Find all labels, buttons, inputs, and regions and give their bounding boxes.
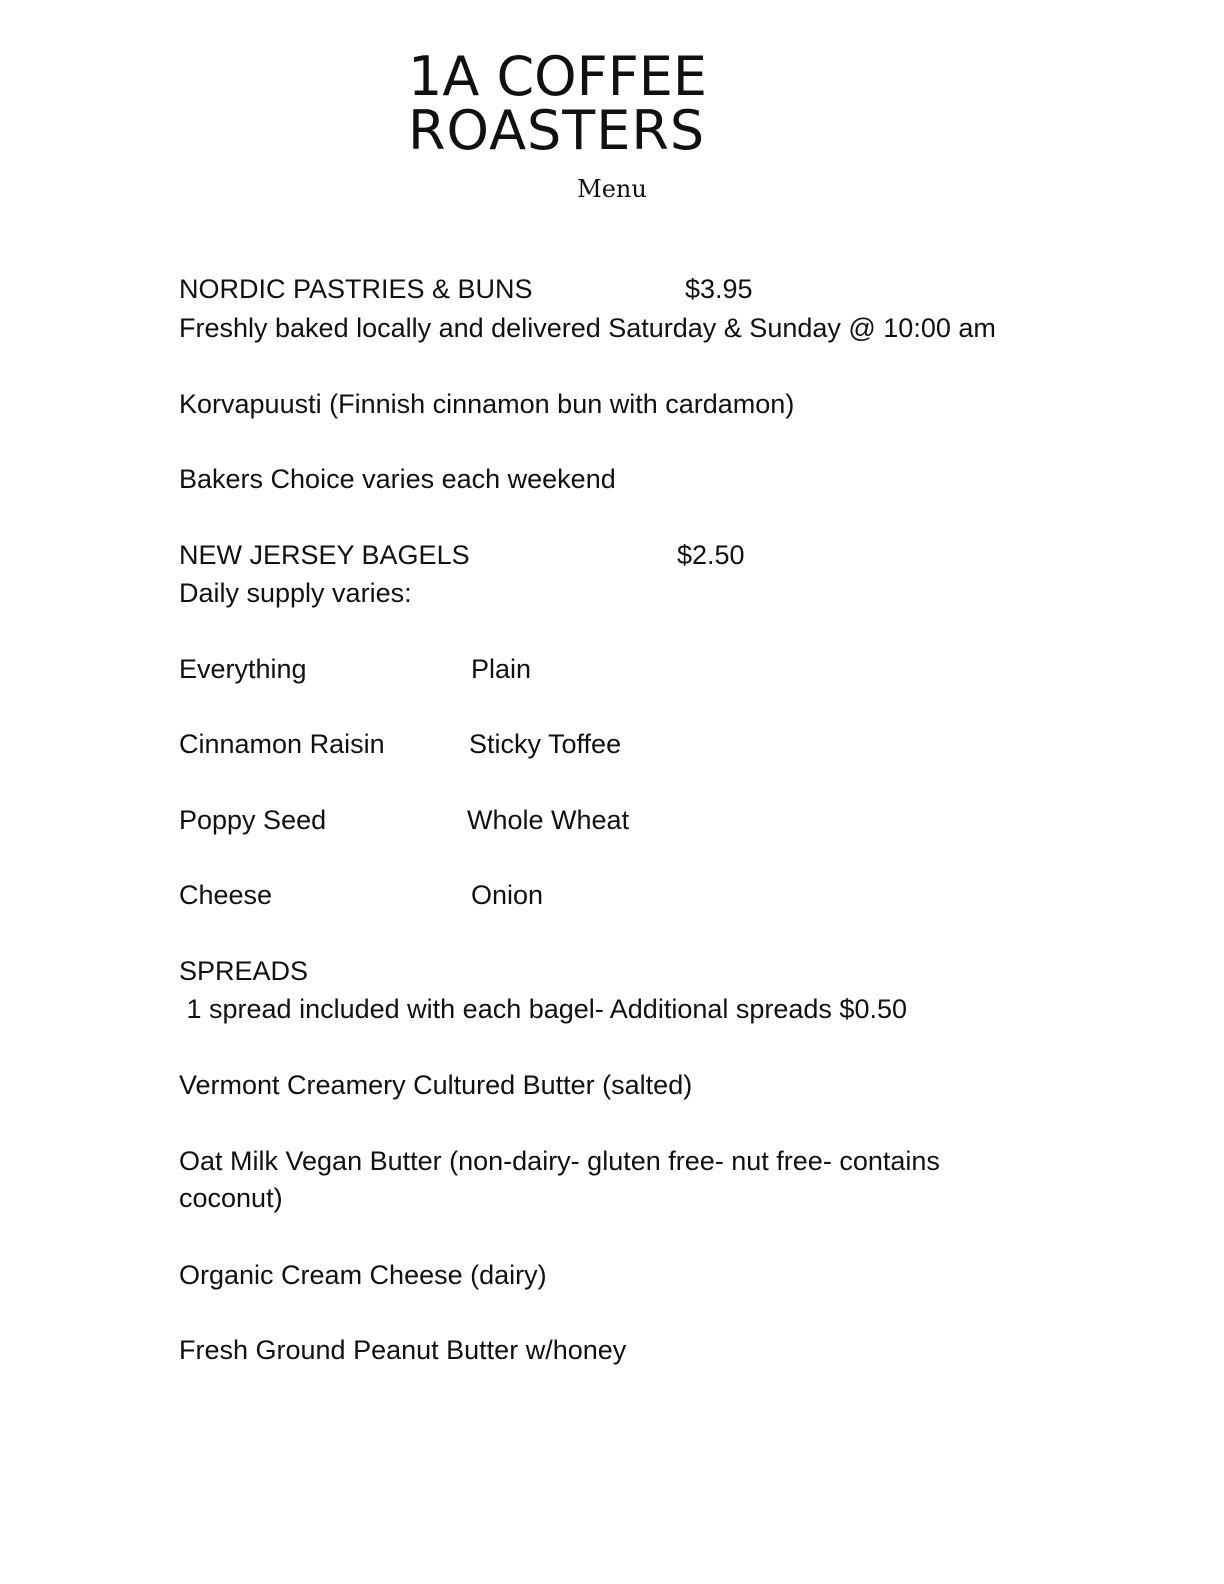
menu-item: Organic Cream Cheese (dairy) [179, 1260, 547, 1290]
bagel-flavor: Cinnamon Raisin [179, 729, 385, 759]
bagel-flavor: Everything [179, 654, 307, 684]
menu-item: Vermont Creamery Cultured Butter (salted) [179, 1070, 693, 1100]
menu-item: Korvapuusti (Finnish cinnamon bun with cardamon) [179, 389, 795, 419]
bagel-flavor: Sticky Toffee [469, 729, 622, 759]
menu-item: Bakers Choice varies each weekend [179, 464, 616, 494]
pastries-note: Freshly baked locally and delivered Saturday & Sunday @ 10:00 am [179, 313, 996, 343]
price-pastries: $3.95 [685, 274, 753, 304]
bagel-flavor: Plain [471, 654, 532, 684]
menu-item: Oat Milk Vegan Butter (non-dairy- gluten free- nut free- contains [179, 1146, 940, 1176]
page-title: Menu [577, 175, 647, 203]
price-bagels: $2.50 [677, 540, 745, 570]
section-heading-spreads: SPREADS [179, 956, 309, 986]
brand-logo [408, 45, 808, 162]
logo-line-1: 1A COFFEE [408, 45, 708, 108]
spreads-note: 1 spread included with each bagel- Additional spreads $0.50 [179, 994, 907, 1024]
menu-item-continued: coconut) [179, 1183, 283, 1213]
logo-line-2: ROASTERS [408, 99, 706, 162]
bagels-note: Daily supply varies: [179, 578, 412, 608]
section-heading-bagels: NEW JERSEY BAGELS [179, 540, 470, 570]
bagel-flavor: Poppy Seed [179, 805, 327, 835]
menu-item: Fresh Ground Peanut Butter w/honey [179, 1335, 627, 1365]
bagel-flavor: Onion [471, 880, 544, 910]
section-heading-pastries: NORDIC PASTRIES & BUNS [179, 274, 533, 304]
bagel-flavor: Whole Wheat [467, 805, 630, 835]
bagel-flavor: Cheese [179, 880, 273, 910]
